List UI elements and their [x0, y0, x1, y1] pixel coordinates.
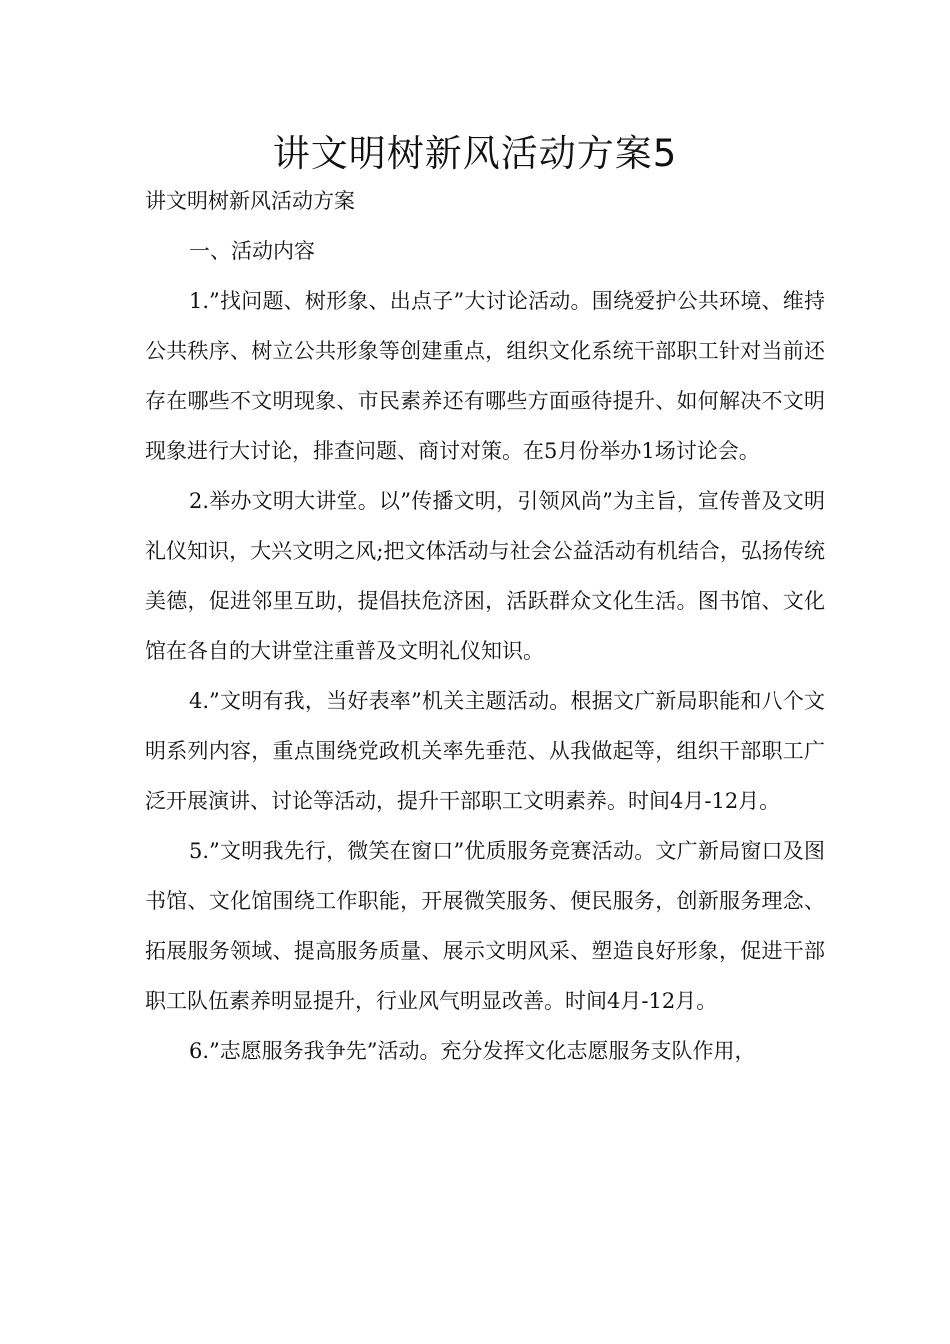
document-subtitle: 讲文明树新风活动方案	[145, 189, 355, 213]
document-body	[145, 176, 825, 1076]
paragraph-4: 4.”文明有我，当好表率”机关主题活动。根据文广新局职能和八个文明系列内容，重点围绕党政机关率先垂范、从我做起等，组织干部职工广泛开展演讲、讨论等活动，提升干部职工文明素养。时间4月-12月。	[145, 689, 825, 813]
paragraph-6: 6.”志愿服务我争先”活动。充分发挥文化志愿服务支队作用，	[189, 1039, 756, 1063]
document-title: 讲文明树新风活动方案5	[272, 132, 678, 175]
paragraph-1: 1.”找问题、树形象、出点子”大讨论活动。围绕爱护公共环境、维持公共秩序、树立公共形象等创建重点，组织文化系统干部职工针对当前还存在哪些不文明现象、市民素养还有哪些方面亟待提升、如何解决不文明现象进行大讨论，排查问题、商讨对策。在5月份举办1场讨论会。	[145, 289, 825, 463]
paragraph-5: 5.”文明我先行，微笑在窗口”优质服务竞赛活动。文广新局窗口及图书馆、文化馆围绕工作职能，开展微笑服务、便民服务，创新服务理念、拓展服务领域、提高服务质量、展示文明风采、塑造良好形象，促进干部职工队伍素养明显提升，行业风气明显改善。时间4月-12月。	[145, 839, 825, 1013]
section-heading: 一、活动内容	[189, 239, 315, 263]
paragraph-2: 2.举办文明大讲堂。以”传播文明，引领风尚”为主旨，宣传普及文明礼仪知识，大兴文明之风;把文体活动与社会公益活动有机结合，弘扬传统美德，促进邻里互助，提倡扶危济困，活跃群众文化生活。图书馆、文化馆在各自的大讲堂注重普及文明礼仪知识。	[145, 489, 825, 663]
